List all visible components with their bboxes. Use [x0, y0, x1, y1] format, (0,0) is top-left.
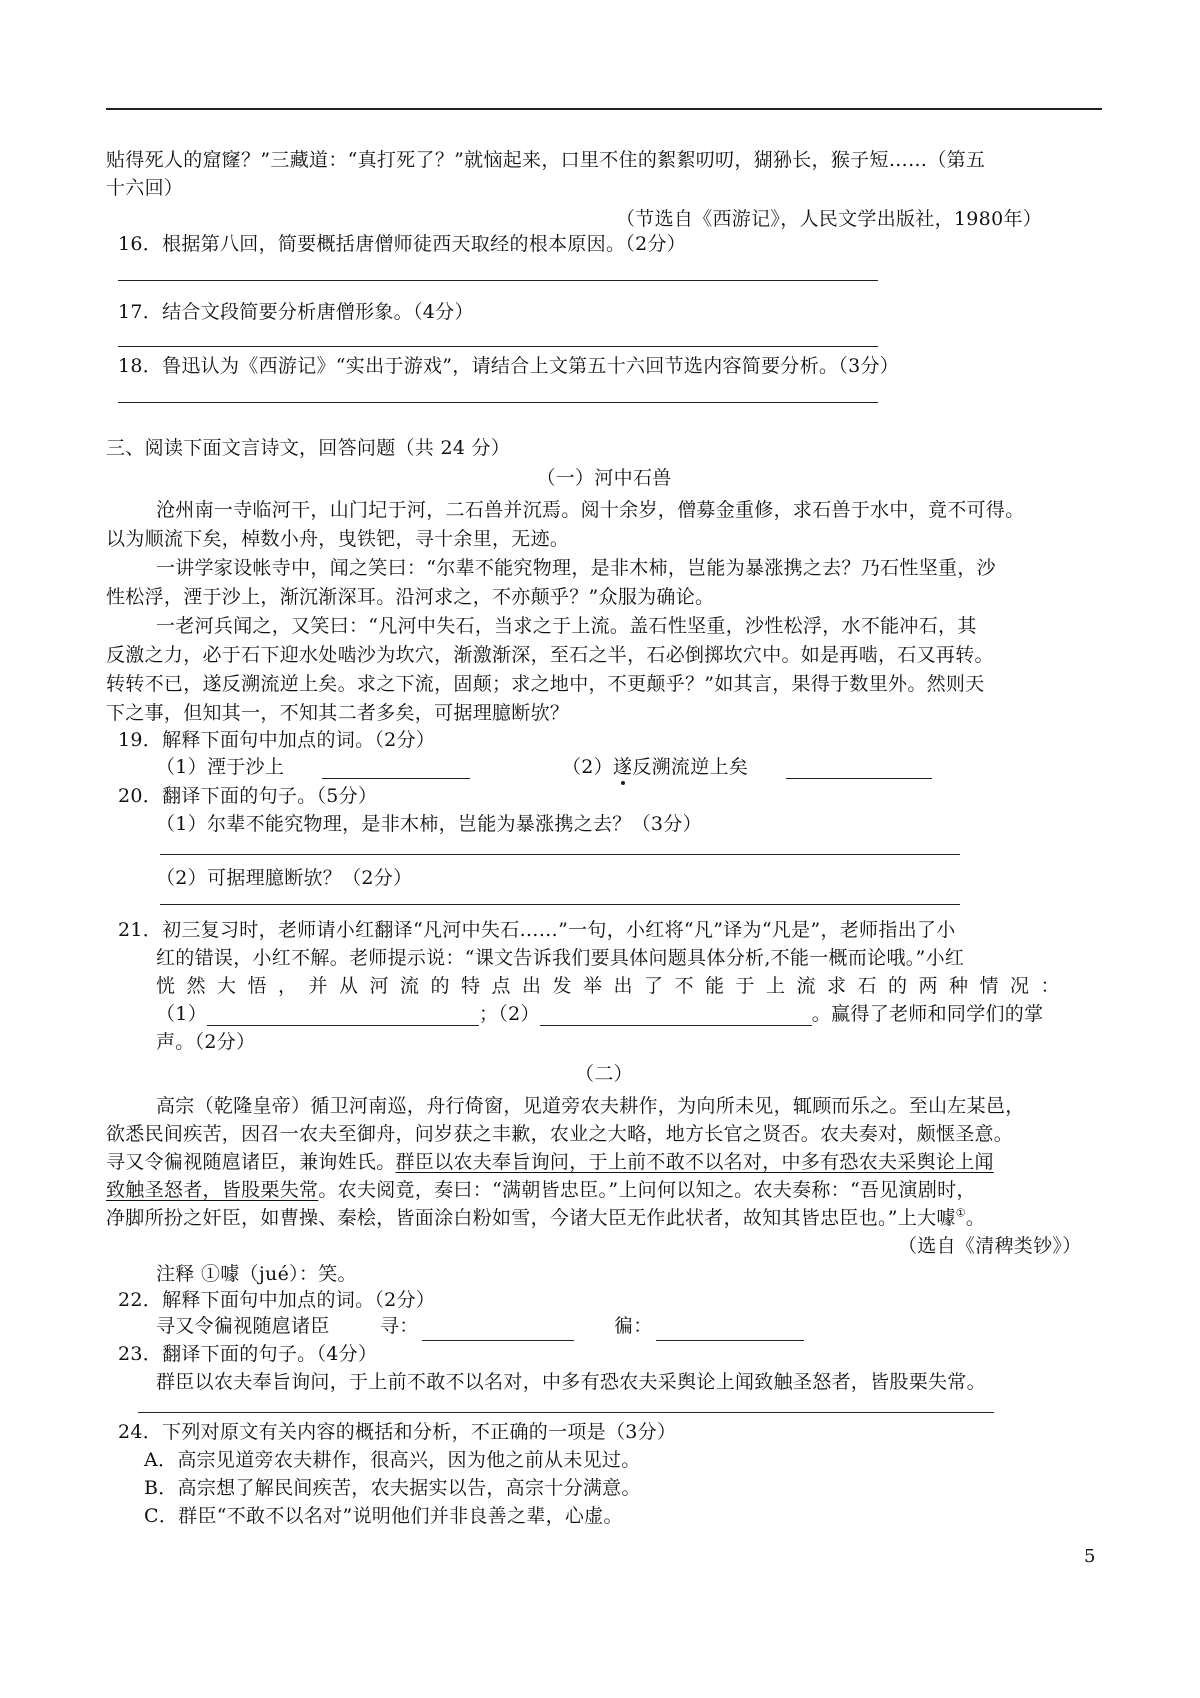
passage-line: 一老河兵闻之，又笑曰：“凡河中失石，当求之于上流。盖石性坚重，沙性松浮，水不能冲石，其: [156, 615, 977, 637]
question-20-item-1: （1）尔辈不能究物理，是非木柿，岂能为暴涨携之去？（3分）: [156, 813, 702, 835]
answer-blank[interactable]: [322, 778, 470, 779]
item-number: （2）: [562, 756, 613, 778]
question-19-item-1: （1）湮于沙上: [156, 756, 285, 778]
footnote-marker: ①: [955, 1206, 966, 1220]
question-22-sentence: 寻又令徧视随扈诸臣: [156, 1315, 330, 1337]
footnote: 注释 ①噱（jué）：笑。: [156, 1263, 357, 1285]
item-number: ；（2）: [479, 1003, 540, 1025]
underlined-sentence: 群臣以农夫奉旨询问，于上前不敢不以名对，中多有恐农夫采舆论上闻: [395, 1151, 994, 1173]
answer-blank[interactable]: [656, 1340, 804, 1341]
question-21-line: 声。（2分）: [156, 1031, 256, 1053]
question-22: 22．解释下面句中加点的词。（2分）: [118, 1289, 436, 1311]
question-22-word-2: 徧：: [614, 1315, 653, 1337]
question-22-word-1: 寻：: [380, 1315, 419, 1337]
question-23: 23．翻译下面的句子。（4分）: [118, 1343, 378, 1365]
option-b: B．高宗想了解民间疾苦，农夫据实以告，高宗十分满意。: [144, 1477, 641, 1499]
answer-line[interactable]: [138, 1412, 994, 1413]
passage-line: [106, 1206, 985, 1230]
passage-text: 寻又令徧视随扈诸臣，兼询姓氏。: [106, 1151, 396, 1173]
question-21-text: 恍然大悟，并从河流的特点出发举出了不能于上流求石的两种情况：: [156, 975, 1072, 997]
question-21-line: 红的错误，小红不解。老师提示说：“课文告诉我们要具体问题具体分析,不能一概而论哦。”小红: [156, 947, 965, 969]
passage-line: 十六回）: [106, 177, 184, 199]
passage-line: 性松浮，湮于沙上，渐沉渐深耳。沿河求之，不亦颠乎？”众服为确论。: [106, 586, 715, 608]
passage-line: 反激之力，必于石下迎水处啮沙为坎穴，渐激渐深，至石之半，石必倒掷坎穴中。如是再啮，石又再转。: [106, 644, 994, 666]
answer-line[interactable]: [118, 346, 878, 347]
question-20-item-2: （2）可据理臆断欤？（2分）: [156, 867, 413, 889]
question-24: 24．下列对原文有关内容的概括和分析，不正确的一项是（3分）: [118, 1421, 677, 1443]
question-21-text: 。赢得了老师和同学们的掌: [811, 1003, 1044, 1025]
answer-blank[interactable]: [422, 1340, 574, 1341]
item-text: 反溯流逆上矣: [632, 756, 749, 778]
source-citation: （节选自《西游记》，人民文学出版社，1980年）: [616, 208, 1043, 230]
dotted-word: 遂: [613, 756, 633, 778]
answer-blank[interactable]: [540, 1005, 812, 1026]
passage-line: 一讲学家设帐寺中，闻之笑曰：“尔辈不能究物理，是非木柿，岂能为暴涨携之去？乃石性坚重，沙: [156, 557, 996, 579]
question-23-sentence: 群臣以农夫奉旨询问，于上前不敢不以名对，中多有恐农夫采舆论上闻致触圣怒者，皆股栗失常。: [156, 1371, 986, 1393]
underlined-sentence: 致触圣怒者，皆股栗失常: [106, 1179, 319, 1201]
question-20: 20．翻译下面的句子。（5分）: [118, 785, 378, 807]
question-21-line: [156, 1002, 1043, 1026]
question-19-item-2: [562, 755, 748, 779]
question-18: 18．鲁迅认为《西游记》“实出于游戏”，请结合上文第五十六回节选内容简要分析。（3分）: [118, 355, 900, 377]
question-16: 16．根据第八回，简要概括唐僧师徒西天取经的根本原因。（2分）: [118, 233, 687, 255]
question-19: 19．解释下面句中加点的词。（2分）: [118, 729, 436, 751]
passage-line: 高宗（乾隆皇帝）循卫河南巡，舟行倚窗，见道旁农夫耕作，为向所未见，辄顾而乐之。至山左某邑，: [156, 1095, 1025, 1117]
passage-text: 。农夫阅竟，奏曰：“满朝皆忠臣。”上问何以知之。农夫奏称：“吾见演剧时，: [318, 1179, 976, 1201]
passage-line: 沧州南一寺临河干，山门圮于河，二石兽并沉焉。阅十余岁，僧募金重修，求石兽于水中，竟不可得。: [156, 499, 1025, 521]
passage-line: 贴得死人的窟窿？”三藏道：“真打死了？”就恼起来，口里不住的絮絮叨叨，猢狲长，猴子短……（第五: [106, 149, 986, 171]
answer-line[interactable]: [160, 904, 960, 905]
passage-text: 。: [965, 1207, 986, 1229]
page-number: 5: [1084, 1546, 1096, 1567]
passage-line: 欲悉民间疾苦，因召一农夫至御舟，问岁获之丰歉，农业之大略，地方长官之贤否。农夫奏对，颇惬圣意。: [106, 1123, 1014, 1145]
passage-line: [106, 1150, 994, 1174]
question-17: 17．结合文段简要分析唐僧形象。（4分）: [118, 301, 474, 323]
passage-line: 转转不已，遂反溯流逆上矣。求之下流，固颠；求之地中，不更颠乎？”如其言，果得于数里外。然则天: [106, 673, 985, 695]
passage-line: 以为顺流下矣，棹数小舟，曳铁钯，寻十余里，无迹。: [106, 528, 570, 550]
source-citation: （选自《清稗类钞》）: [898, 1235, 1082, 1257]
passage-line: 下之事，但知其一，不知其二者多矣，可据理臆断欤？: [106, 702, 570, 724]
option-c: C．群臣“不敢不以名对”说明他们并非良善之辈，心虚。: [144, 1505, 623, 1527]
passage-title: （二）: [575, 1063, 633, 1085]
answer-line[interactable]: [160, 854, 960, 855]
passage-text: 净脚所扮之奸臣，如曹操、秦桧，皆面涂白粉如雪，今诸大臣无作此状者，故知其皆忠臣也。”上大噱: [106, 1207, 956, 1229]
question-21-line: 21．初三复习时，老师请小红翻译“凡河中失石……”一句，小红将“凡”译为“凡是”，老师指出了小: [118, 919, 956, 941]
passage-line: [106, 1178, 976, 1202]
answer-blank[interactable]: [786, 778, 932, 779]
passage-title: （一）河中石兽: [536, 467, 672, 489]
section-heading: 三、阅读下面文言诗文，回答问题（共 24 分）: [106, 437, 511, 459]
question-21-line: [156, 974, 1100, 998]
answer-line[interactable]: [118, 402, 878, 403]
item-number: （1）: [156, 1003, 207, 1025]
answer-blank[interactable]: [207, 1005, 479, 1026]
option-a: A．高宗见道旁农夫耕作，很高兴，因为他之前从未见过。: [144, 1449, 641, 1471]
answer-line[interactable]: [118, 280, 878, 281]
header-rule: [106, 108, 1102, 110]
